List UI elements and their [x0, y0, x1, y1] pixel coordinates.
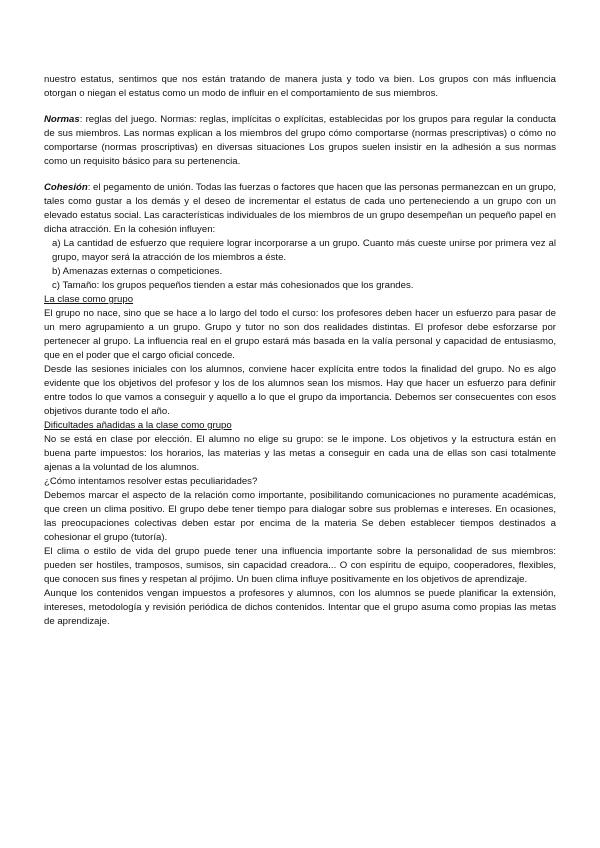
normas-text: : reglas del juego. Normas: reglas, implícitas o explícitas, establecidas por los grupos para regular la conducta de sus miembros. Las normas explican a los miembros del grupo cómo comportarse (normas prescriptivas) o cómo no comportarse (normas proscriptivas) en diversas situaciones Los grupos suelen insistir en la adhesión a sus normas como un requisito básico para su pertenencia. — [44, 114, 556, 167]
dificultades-heading: Dificultades añadidas a la clase como grupo — [44, 420, 232, 431]
intro-paragraph: nuestro estatus, sentimos que nos están tratando de manera justa y todo va bien. Los grupos con más influencia otorgan o niegan el estatus como un modo de influir en el comportamiento de sus miembros. — [44, 74, 556, 99]
cohesion-paragraph — [44, 181, 556, 237]
cohesion-item-b: b) Amenazas externas o competiciones. — [52, 266, 223, 277]
cohesion-text: : el pegamento de unión. Todas las fuerzas o factores que hacen que las personas permanezcan en un grupo, tales como gustar a los demás y el deseo de incrementar el estatus de cada uno perteneciendo a un grupo con un elevado estatus social. Las características individuales de los miembros de un grupo desempeñan un pequeño papel en dicha atracción. En la cohesión influyen: — [44, 182, 556, 235]
clase-grupo-paragraph-2: Desde las sesiones iniciales con los alumnos, conviene hacer explícita entre todos la finalidad del grupo. No es algo evidente que los objetivos del profesor y los de los alumnos sean los mismos. Hay que hacer un esfuerzo para definir entre todos lo que vamos a conseguir y aquello a lo que el grupo da importancia. Debemos ser consecuentes con esos objetivos durante todo el año. — [44, 364, 556, 417]
document-page — [44, 73, 556, 629]
clase-grupo-paragraph-1: El grupo no nace, sino que se hace a lo largo del todo el curso: los profesores deben hacer un esfuerzo para pasar de un mero agrupamiento a un grupo. Grupo y tutor no son dos realidades distintas. El profesor debe esforzarse por pertenecer al grupo. La influencia real en el grupo estará más basada en la valía personal y capacidad de entusiasmo, que en el poder que el cargo oficial concede. — [44, 308, 556, 361]
cohesion-item-a: a) La cantidad de esfuerzo que requiere lograr incorporarse a un grupo. Cuanto más cueste unirse por primera vez al grupo, mayor será la atracción de los miembros a éste. — [52, 238, 556, 263]
dificultades-paragraph-1: No se está en clase por elección. El alumno no elige su grupo: se le impone. Los objetivos y la estructura están en buena parte impuestos: los horarios, las materias y las metas a conseguir en cada una de ellas son casi totalmente ajenas a la voluntad de los alumnos. — [44, 434, 556, 473]
dificultades-question: ¿Cómo intentamos resolver estas peculiaridades? — [44, 476, 258, 487]
dificultades-paragraph-4: Aunque los contenidos vengan impuestos a profesores y alumnos, con los alumnos se puede planificar la extensión, intereses, metodología y revisión periódica de dichos contenidos. Intentar que el grupo asuma como propias las metas de aprendizaje. — [44, 588, 556, 627]
dificultades-paragraph-3: El clima o estilo de vida del grupo puede tener una influencia importante sobre la personalidad de sus miembros: pueden ser hostiles, tramposos, sumisos, sin capacidad creadora... O con espíritu de equipo, cooperadores, flexibles, que conocen sus fines y respetan al prójimo. Un buen clima influye positivamente en los objetivos de aprendizaje. — [44, 546, 556, 585]
cohesion-term: Cohesión — [44, 182, 88, 193]
clase-grupo-heading: La clase como grupo — [44, 294, 134, 305]
normas-paragraph — [44, 113, 556, 169]
cohesion-item-c: c) Tamaño: los grupos pequeños tienden a estar más cohesionados que los grandes. — [52, 280, 414, 291]
dificultades-paragraph-2: Debemos marcar el aspecto de la relación como importante, posibilitando comunicaciones no puramente académicas, que creen un clima positivo. El grupo debe tener tiempo para dialogar sobre sus problemas e intereses. En ocasiones, las preocupaciones colectivas deben estar por encima de la materia Se deben establecer tiempos destinados a cohesionar el grupo (tutoría). — [44, 490, 556, 543]
normas-term: Normas — [44, 114, 80, 125]
